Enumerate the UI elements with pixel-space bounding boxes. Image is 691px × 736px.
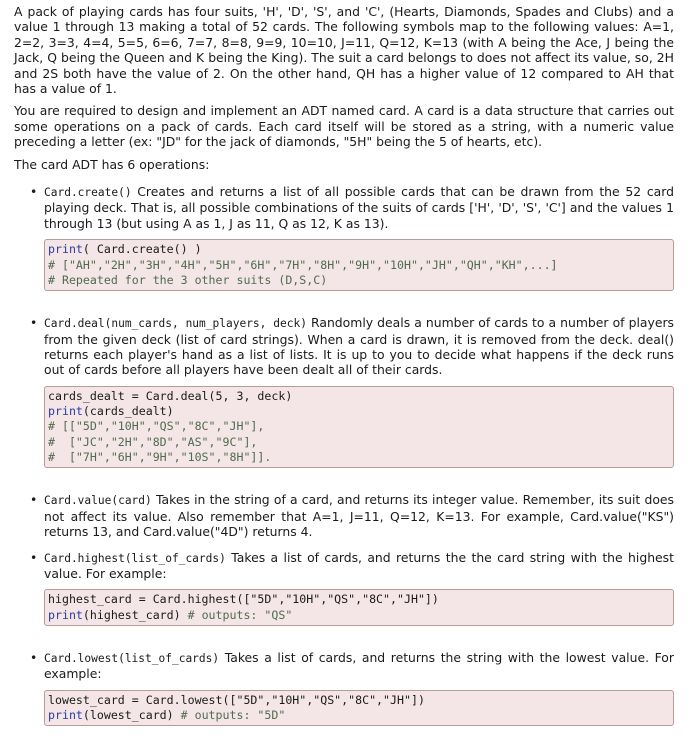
operation-highest bbox=[14, 550, 674, 640]
intro-paragraph-suits: A pack of playing cards has four suits, 'H', 'D', 'S', and 'C', (Hearts, Diamonds, Spades and Clubs) and a value 1 through 13 making a total of 52 cards. The following symbols map to the following values: A=1, 2=2, 3=3, 4=4, 5=5, 6=6, 7=7, 8=8, 9=9, 10=10, J=11, Q=12, K=13 (with A being the Ace, J being the Jack, Q being the Queen and K being the King). The suit a card belongs to does not affect its value, so, 2H and 2S both have the value of 2. On the other hand, QH has a higher value of 12 compared to AH that has a value of 1. bbox=[14, 4, 674, 97]
code-text: (highest_card) bbox=[82, 607, 188, 622]
code-keyword: print bbox=[48, 607, 83, 622]
code-text: (lowest_card) bbox=[82, 708, 181, 723]
intro-paragraph-adt: You are required to design and implement an ADT named card. A card is a data structure that carries out some operations on a pack of cards. Each card itself will be stored as a string, with a numeric value preceding a letter (ex: "JD" for the jack of diamonds, "5H" being the 5 of hearts, etc). bbox=[14, 103, 674, 150]
code-block-highest bbox=[44, 589, 674, 626]
code-text: highest_card = Card.highest(["5D","10H","QS","8C","JH"]) bbox=[48, 592, 439, 607]
operation-deal bbox=[14, 315, 674, 482]
code-comment: # outputs: "5D" bbox=[180, 708, 286, 723]
code-text: lowest_card = Card.lowest(["5D","10H","QS","8C","JH"]) bbox=[48, 692, 425, 707]
bullet: • bbox=[30, 184, 38, 200]
create-text: Creates and returns a list of all possible cards that can be drawn from the 52 card playing deck. That is, all possible combinations of the suits of cards ['H', 'D', 'S', 'C'] and the values 1 through 13 (but using A as 1, J as 11, Q as 12, K as 13). bbox=[44, 184, 674, 231]
code-block-create bbox=[44, 239, 674, 291]
intro-paragraph-operations: The card ADT has 6 operations: bbox=[14, 156, 210, 172]
code-keyword: print bbox=[48, 708, 83, 723]
code-comment: # ["AH","2H","3H","4H","5H","6H","7H","8H","9H","10H","JH","QH","KH",...] bbox=[48, 257, 558, 272]
code-block-deal bbox=[44, 386, 674, 468]
code-comment: # outputs: "QS" bbox=[187, 607, 293, 622]
create-signature: Card.create() bbox=[44, 186, 132, 200]
deal-signature: Card.deal(num_cards, num_players, deck) bbox=[44, 317, 307, 331]
highest-text: Takes a list of cards, and returns the the card string with the highest value. For example: bbox=[44, 549, 674, 581]
code-comment: # Repeated for the 3 other suits (D,S,C) bbox=[48, 272, 328, 287]
value-text: Takes in the string of a card, and returns its integer value. Remember, its suit does not affect its value. Also remember that A=1, J=11, Q=12, K=13. For example, Card.value("KS") returns 13, and Card.value("4D") returns 4. bbox=[44, 492, 674, 540]
code-keyword: print bbox=[48, 242, 83, 257]
deal-text: Randomly deals a number of cards to a number of players from the given deck (list of card strings). When a card is drawn, it is removed from the deck. deal() returns each player's hand as a list of lists. It is up to you to decide what happens if the deck runs out of cards before all players have been dealt all of their cards. bbox=[44, 315, 674, 378]
code-comment: # ["JC","2H","8D","AS","9C"], bbox=[48, 434, 258, 449]
bullet: • bbox=[30, 649, 38, 665]
operation-highest-description bbox=[44, 550, 674, 582]
operation-value bbox=[14, 492, 674, 539]
operation-lowest-description bbox=[44, 650, 674, 682]
bullet: • bbox=[30, 492, 38, 508]
bullet: • bbox=[30, 315, 38, 331]
code-text: ( Card.create() ) bbox=[82, 242, 202, 257]
code-block-lowest bbox=[44, 690, 674, 727]
document-page bbox=[14, 4, 674, 736]
operation-deal-description bbox=[44, 315, 674, 378]
code-comment: # ["7H","6H","9H","10S","8H"]]. bbox=[48, 449, 272, 464]
operations-list bbox=[14, 184, 674, 726]
code-text: (cards_dealt) bbox=[82, 404, 174, 419]
operation-value-description bbox=[44, 492, 674, 539]
lowest-text: Takes a list of cards, and returns the string with the lowest value. For example: bbox=[44, 649, 674, 682]
value-signature: Card.value(card) bbox=[44, 494, 152, 508]
operation-create bbox=[14, 184, 674, 305]
lowest-signature: Card.lowest(list_of_cards) bbox=[44, 651, 220, 665]
code-comment: # [["5D","10H","QS","8C","JH"], bbox=[48, 419, 265, 434]
code-keyword: print bbox=[48, 404, 83, 419]
bullet: • bbox=[30, 549, 38, 565]
operation-lowest bbox=[14, 650, 674, 726]
code-text: cards_dealt = Card.deal(5, 3, deck) bbox=[48, 388, 293, 403]
highest-signature: Card.highest(list_of_cards) bbox=[44, 551, 226, 565]
operation-create-description bbox=[44, 184, 674, 231]
